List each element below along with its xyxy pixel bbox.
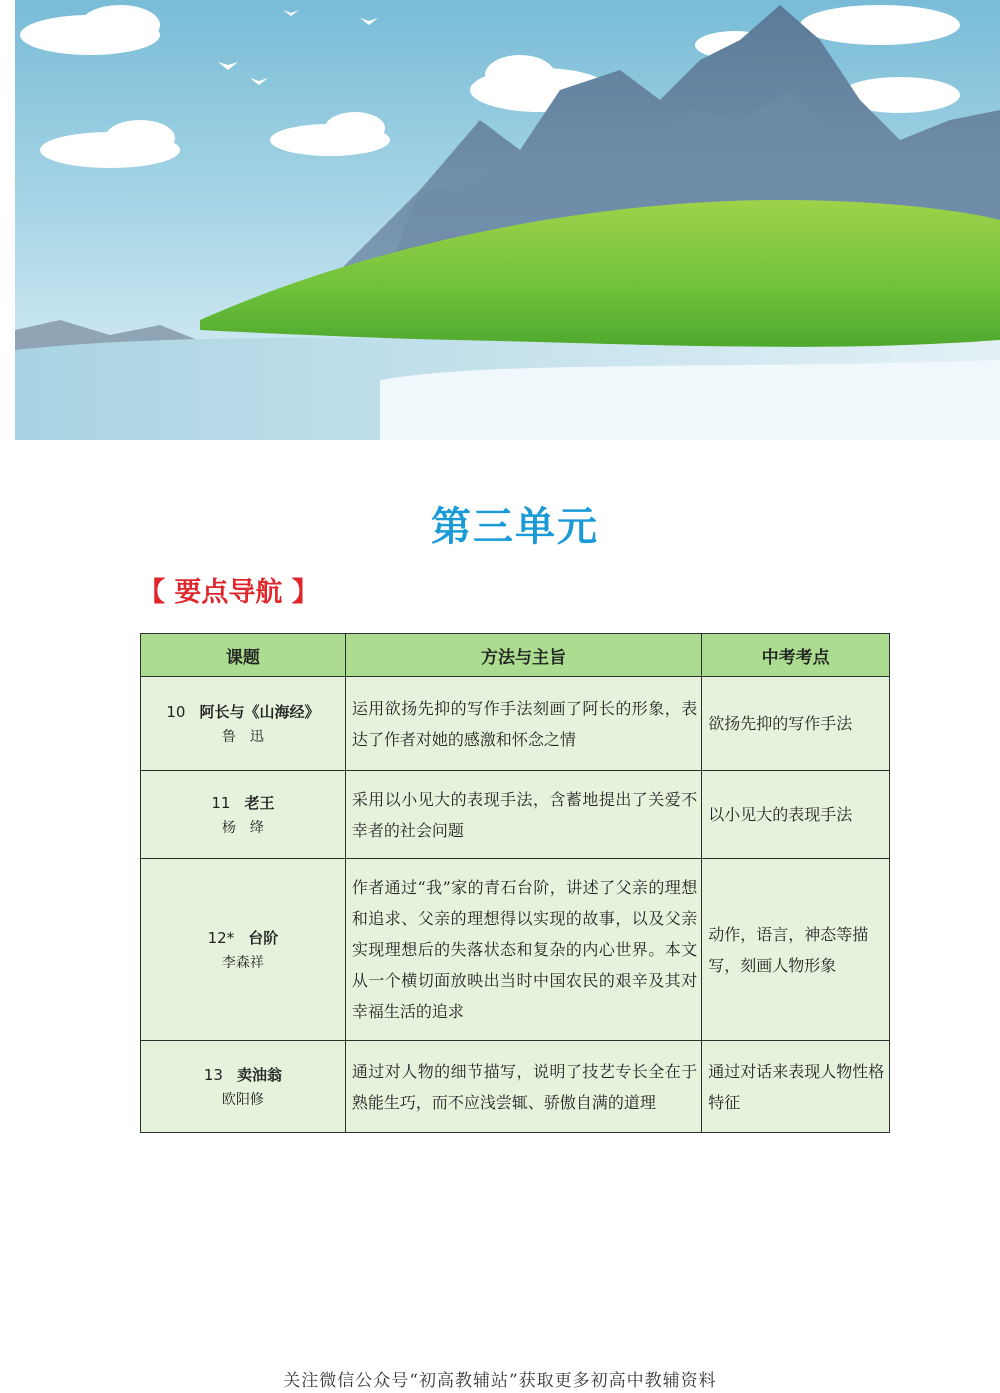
topic-cell xyxy=(141,1041,346,1133)
header-method: 方法与主旨 xyxy=(345,634,701,677)
lesson-author: 欧阳修 xyxy=(221,1091,264,1108)
table-row xyxy=(141,859,890,1041)
unit-title: 第三单元 xyxy=(431,504,599,550)
topic-cell xyxy=(141,677,346,771)
lesson-number: 13 xyxy=(203,1065,223,1084)
lesson-title: 阿长与《山海经》 xyxy=(199,702,320,721)
exam-point-cell: 以小见大的表现手法 xyxy=(702,771,890,859)
method-cell: 作者通过“我”家的青石台阶，讲述了父亲的理想和追求、父亲的理想得以实现的故事，以及父亲实现理想后的失落状态和复杂的内心世界。本文从一个横切面放映出当时中国农民的艰辛及其对幸福生活的追求 xyxy=(345,859,701,1041)
lesson-number: 12* xyxy=(207,928,235,947)
lesson-number: 10 xyxy=(166,702,186,721)
key-points-table xyxy=(140,633,890,1133)
method-cell: 采用以小见大的表现手法，含蓄地提出了关爱不幸者的社会问题 xyxy=(345,771,701,859)
exam-point-cell: 欲扬先抑的写作手法 xyxy=(702,677,890,771)
header-topic: 课题 xyxy=(141,634,346,677)
lesson-number: 11 xyxy=(211,793,231,812)
footer-note: 关注微信公众号“初高教辅站”获取更多初高中教辅资料 xyxy=(283,1371,717,1391)
lesson-title: 老王 xyxy=(244,793,275,812)
exam-point-cell: 通过对话来表现人物性格特征 xyxy=(702,1041,890,1133)
exam-point-cell: 动作，语言，神态等描写，刻画人物形象 xyxy=(702,859,890,1041)
method-cell: 运用欲扬先抑的写作手法刻画了阿长的形象，表达了作者对她的感激和怀念之情 xyxy=(345,677,701,771)
header-exam-point: 中考考点 xyxy=(702,634,890,677)
table-row xyxy=(141,771,890,859)
table-header-row xyxy=(141,634,890,677)
lesson-title: 卖油翁 xyxy=(236,1065,282,1084)
lesson-author: 杨 绛 xyxy=(221,819,264,836)
lesson-title: 台阶 xyxy=(248,928,279,947)
lesson-author: 李森祥 xyxy=(221,954,264,971)
lesson-author: 鲁 迅 xyxy=(221,728,264,745)
table-row xyxy=(141,1041,890,1133)
method-cell: 通过对人物的细节描写，说明了技艺专长全在于熟能生巧，而不应浅尝辄、骄傲自满的道理 xyxy=(345,1041,701,1133)
landscape-banner xyxy=(0,0,1000,460)
table-row xyxy=(141,677,890,771)
topic-cell xyxy=(141,771,346,859)
topic-cell xyxy=(141,859,346,1041)
section-label: 【 要点导航 】 xyxy=(138,577,319,608)
